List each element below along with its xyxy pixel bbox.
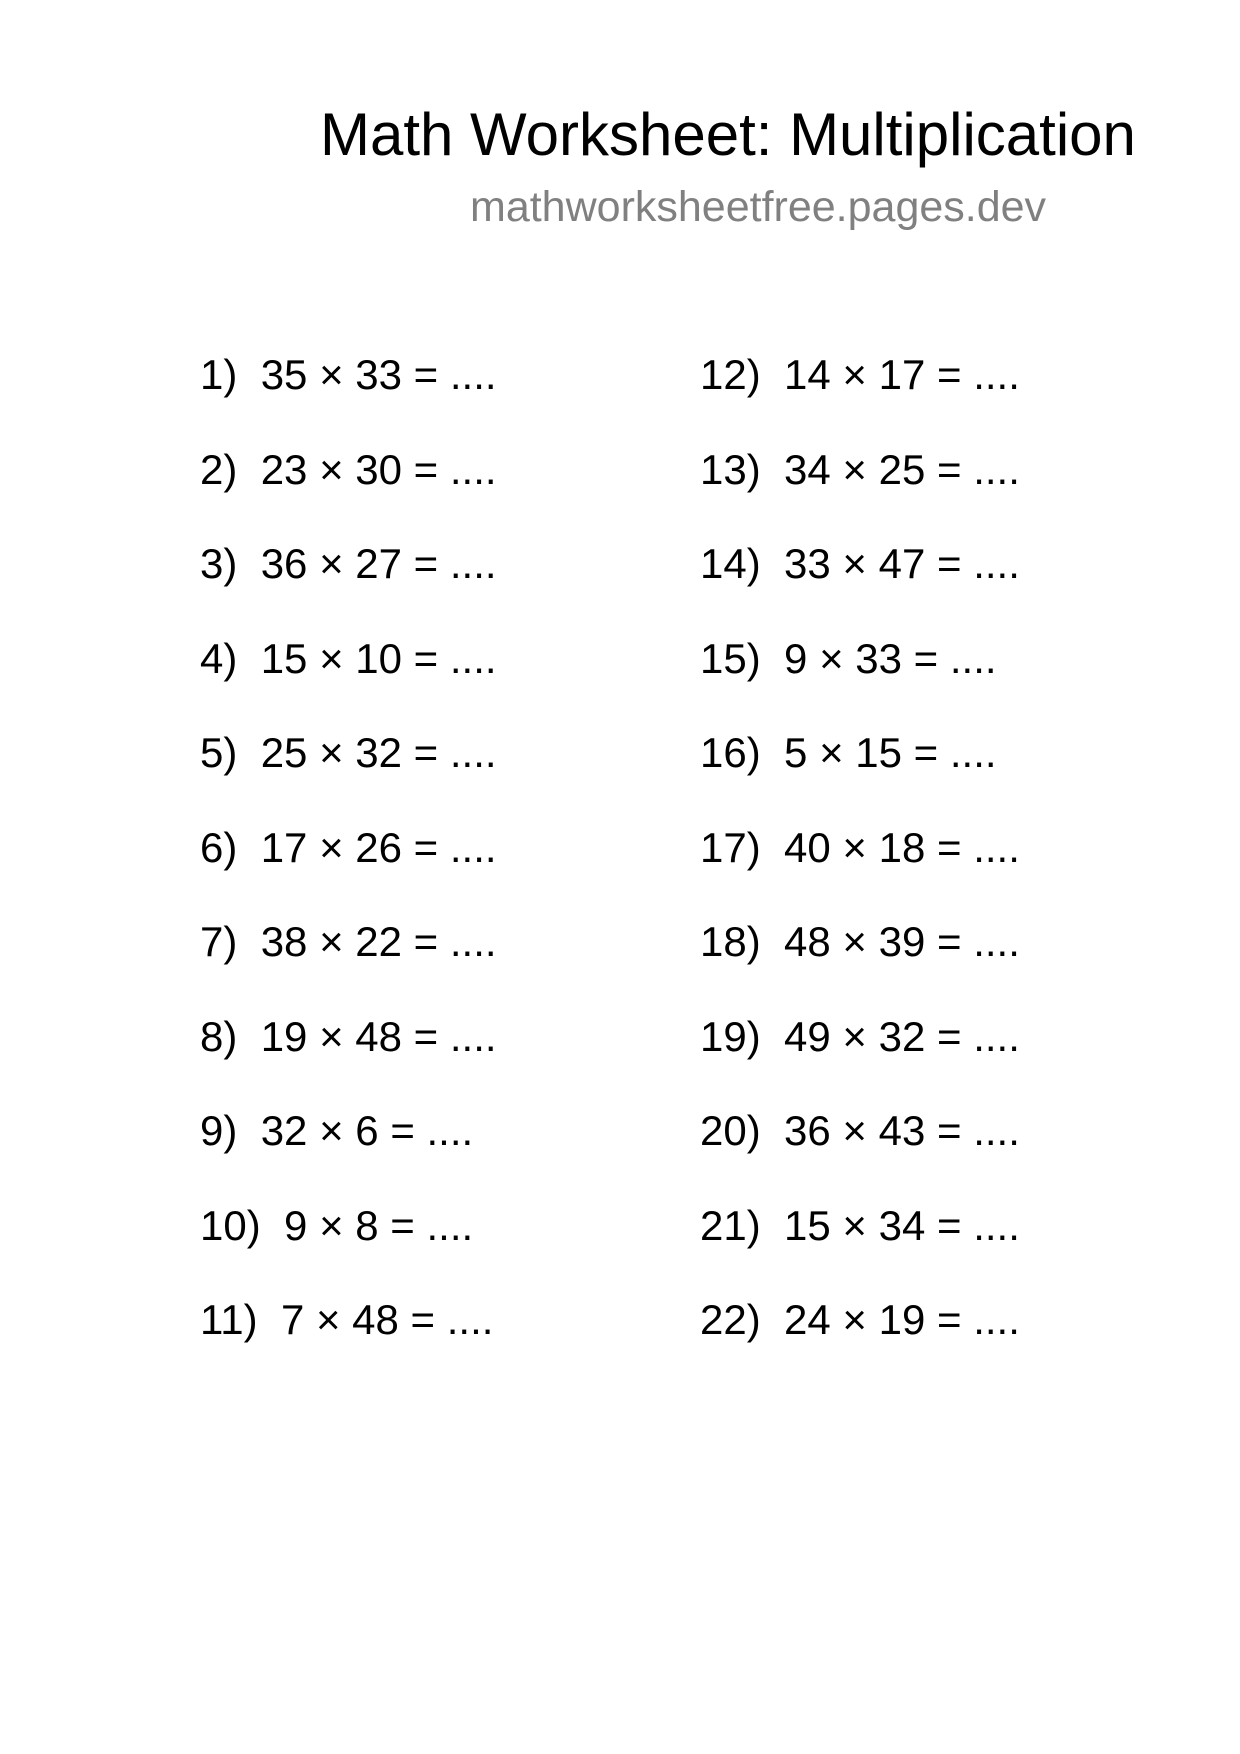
problem-expression: 49 × 32 = .... (784, 1012, 1020, 1060)
problem-number: 6) (200, 823, 238, 871)
problem-item (200, 723, 497, 783)
problem-expression: 9 × 33 = .... (784, 634, 997, 682)
problem-expression: 17 × 26 = .... (260, 823, 497, 871)
problem-expression: 40 × 18 = .... (784, 823, 1020, 871)
problem-item (200, 440, 497, 500)
problem-expression: 15 × 10 = .... (260, 634, 497, 682)
problem-number: 17) (700, 823, 761, 871)
problem-expression: 35 × 33 = .... (260, 351, 497, 398)
problem-number: 9) (200, 1107, 238, 1154)
problem-item (700, 1101, 1020, 1161)
problem-item (700, 629, 997, 689)
page-title: Math Worksheet: Multiplication (320, 101, 1136, 168)
problem-expression: 14 × 17 = .... (784, 351, 1020, 398)
problem-item (700, 1290, 1020, 1350)
problem-expression: 25 × 32 = .... (260, 729, 497, 776)
problem-number: 5) (200, 729, 238, 776)
problem-expression: 15 × 34 = .... (784, 1201, 1020, 1249)
problem-item (200, 1290, 493, 1350)
problem-number: 21) (700, 1201, 761, 1249)
problem-number: 16) (700, 729, 761, 776)
problem-number: 8) (200, 1012, 238, 1060)
problem-item (700, 345, 1020, 405)
problem-number: 14) (700, 540, 761, 587)
problem-number: 7) (200, 918, 238, 965)
problem-number: 12) (700, 351, 761, 398)
problem-item (700, 534, 1020, 594)
problem-item (200, 345, 497, 405)
problem-item (200, 1007, 497, 1067)
problem-item (200, 912, 497, 972)
problem-expression: 9 × 8 = .... (284, 1201, 474, 1249)
problem-number: 1) (200, 351, 238, 398)
problem-expression: 38 × 22 = .... (260, 918, 497, 965)
problem-item (700, 440, 1020, 500)
problem-item (200, 1101, 473, 1161)
problem-item (200, 629, 497, 689)
problem-item (700, 723, 997, 783)
problem-number: 3) (200, 540, 238, 587)
problem-item (700, 912, 1020, 972)
problem-expression: 36 × 43 = .... (784, 1107, 1020, 1154)
problem-number: 18) (700, 918, 761, 965)
problem-expression: 5 × 15 = .... (784, 729, 997, 776)
problem-number: 13) (700, 445, 761, 493)
problem-number: 22) (700, 1296, 761, 1343)
problem-expression: 34 × 25 = .... (784, 445, 1020, 493)
problem-item (200, 1196, 473, 1256)
problem-item (200, 818, 497, 878)
problem-expression: 33 × 47 = .... (784, 540, 1020, 587)
problem-number: 2) (200, 445, 238, 493)
site-url: mathworksheetfree.pages.dev (470, 183, 1047, 231)
problem-number: 20) (700, 1107, 761, 1154)
problem-expression: 36 × 27 = .... (260, 540, 497, 587)
problem-number: 19) (700, 1012, 761, 1060)
problem-number: 4) (200, 634, 238, 682)
problem-number: 10) (200, 1201, 261, 1249)
problem-item (700, 818, 1020, 878)
problem-expression: 19 × 48 = .... (260, 1012, 497, 1060)
problem-expression: 48 × 39 = .... (784, 918, 1020, 965)
problem-item (700, 1007, 1020, 1067)
problem-expression: 7 × 48 = .... (280, 1296, 494, 1343)
problem-expression: 24 × 19 = .... (784, 1296, 1020, 1343)
problem-expression: 32 × 6 = .... (260, 1107, 474, 1154)
problem-number: 15) (700, 634, 761, 682)
problem-expression: 23 × 30 = .... (260, 445, 497, 493)
problem-number: 11) (200, 1296, 258, 1343)
problem-item (700, 1196, 1020, 1256)
problem-item (200, 534, 497, 594)
